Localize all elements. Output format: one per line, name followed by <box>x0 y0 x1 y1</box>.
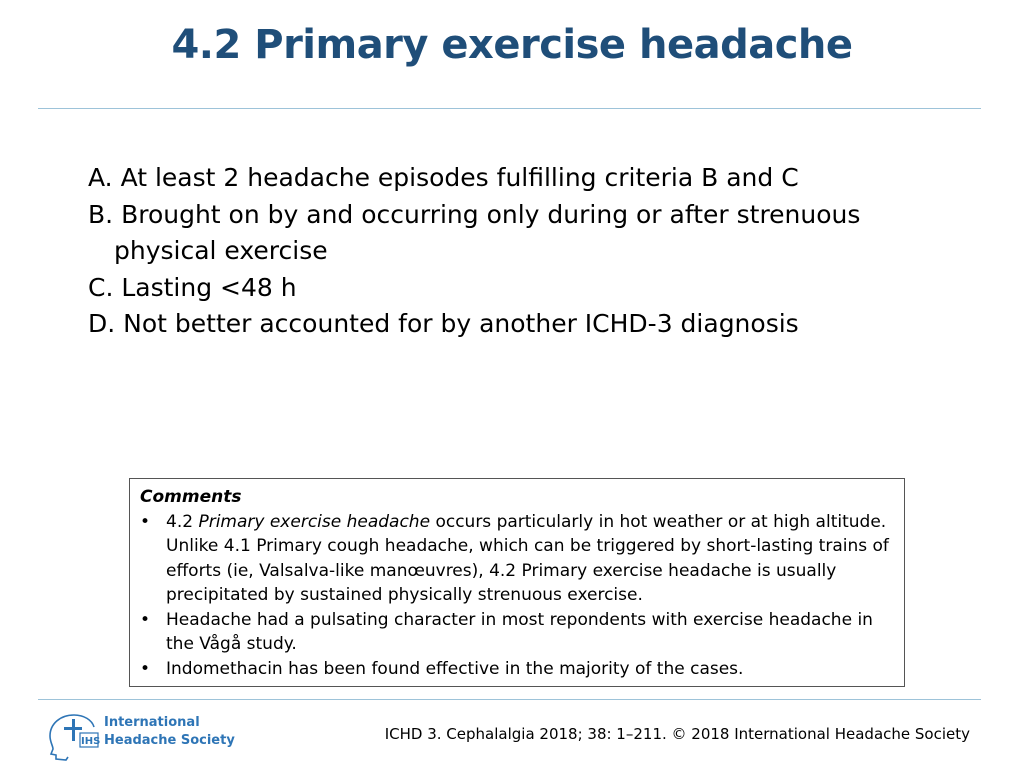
comment-item <box>140 608 898 657</box>
criterion-label: D. <box>88 309 116 338</box>
criterion-label: A. <box>88 163 113 192</box>
comment-item <box>140 510 898 608</box>
comment-prefix: 4.2 <box>166 511 199 532</box>
criterion-label: B. <box>88 199 114 229</box>
criterion-text: At least 2 headache episodes fulfilling criteria B and C <box>120 163 799 192</box>
comment-text: Indomethacin has been found effective in the majority of the cases. <box>166 658 744 679</box>
criterion-label: C. <box>88 272 114 302</box>
criterion-d <box>88 306 968 343</box>
criterion-text: Lasting <48 h <box>121 272 297 302</box>
comment-text: Headache had a pulsating character in most repondents with exercise headache in the Vågå study. <box>166 609 873 654</box>
criterion-a <box>88 160 968 197</box>
slide-title: 4.2 Primary exercise headache <box>171 22 853 68</box>
logo-line-1: International <box>104 715 200 730</box>
footer-citation: ICHD 3. Cephalalgia 2018; 38: 1–211. © 2018 International Headache Society <box>384 725 970 743</box>
footer-divider <box>38 699 981 700</box>
bullet-icon: • <box>140 511 151 532</box>
logo-wordmark <box>104 714 235 750</box>
title-divider <box>38 108 981 109</box>
criterion-text: Brought on by and occurring only during or after strenuous physical exercise <box>114 199 861 265</box>
logo-line-2: Headache Society <box>104 733 235 748</box>
bullet-icon: • <box>140 658 151 679</box>
logo-monogram: IHS <box>81 736 101 747</box>
bullet-icon: • <box>140 609 151 630</box>
comments-title: Comments <box>140 487 242 507</box>
comments-box <box>129 478 905 687</box>
criterion-b <box>88 197 968 270</box>
ihs-head-icon <box>44 711 102 763</box>
criterion-c <box>88 270 968 307</box>
criteria-list <box>88 160 968 343</box>
comment-item <box>140 657 898 682</box>
comment-text: occurs particularly in hot weather or at high altitude. Unlike 4.1 Primary cough headache, which can be triggered by short-lasting trains of efforts (ie, Valsalva-like manœuvres), 4.2 Primary exercise headache is usually precipitated by sustained physically strenuous exercise. <box>166 511 889 605</box>
comment-italic-term: Primary exercise headache <box>198 511 431 532</box>
ihs-logo <box>44 711 235 763</box>
criterion-text: Not better accounted for by another ICHD-3 diagnosis <box>123 309 799 338</box>
comments-list <box>140 510 898 682</box>
